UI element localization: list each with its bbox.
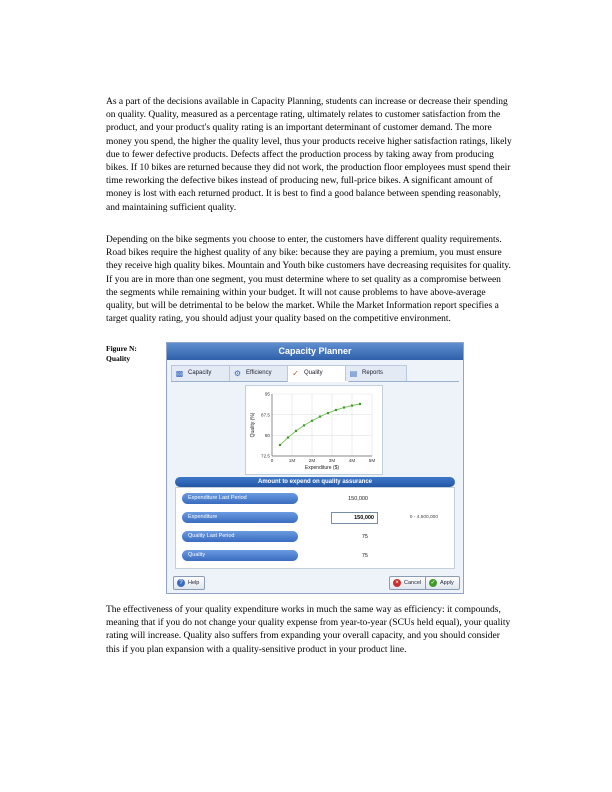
quality-data-point xyxy=(319,415,321,417)
paragraph-quality-intro: As a part of the decisions available in Capacity Planning, students can increase or decrease their spending on quality. Quality, measured as a percentage rating, ultimately relates to customer satisfaction from the product, and your product's quality rating is an important determinant of customer demand. The more money you spend, the higher the quality level, thus your products receive higher satisfaction ratings, likely due to fewer defective products. Defects affect the production process by taking away from producing bikes. If 10 bikes are returned because they did not work, the production floor employees must spend their time reworking the defective bikes instead of producing new, full-price bikes. A significant amount of money is lost with each returned product. It is best to find a good balance between spending reasonably, and maintaining sufficient quality. xyxy=(106,97,512,213)
quality-data-point xyxy=(359,403,361,405)
tab-efficiency[interactable] xyxy=(229,365,291,381)
tab-reports[interactable] xyxy=(345,365,407,381)
quality-data-point xyxy=(351,404,353,406)
tab-reports-label: Reports xyxy=(362,370,384,376)
row-quality xyxy=(182,550,448,562)
section-title-bar: Amount to expend on quality assurance xyxy=(175,477,455,487)
y-axis-label: Quality (%) xyxy=(250,412,256,438)
quality-label: Quality xyxy=(182,550,298,561)
y-tick-label: 87.5 xyxy=(261,412,270,418)
x-axis-label: Expenditure ($) xyxy=(304,465,340,471)
apply-button[interactable] xyxy=(425,576,460,590)
row-expenditure xyxy=(182,512,448,524)
help-button-label: Help xyxy=(188,580,200,586)
apply-button-label: Apply xyxy=(440,580,454,586)
cancel-button-label: Cancel xyxy=(404,580,422,586)
y-tick-label: 95 xyxy=(264,391,270,397)
x-tick-label: 5M xyxy=(368,458,376,463)
y-tick-label: 80 xyxy=(264,432,270,438)
row-expenditure-last-period xyxy=(182,493,448,505)
cancel-icon: × xyxy=(393,579,401,587)
help-icon: ? xyxy=(177,579,185,587)
tab-bar xyxy=(171,365,459,382)
row-quality-last-period xyxy=(182,531,448,543)
quality-data-point xyxy=(287,436,289,438)
figure-label-number: Figure N: xyxy=(106,344,137,353)
efficiency-icon: ⚙ xyxy=(233,369,242,378)
help-button[interactable] xyxy=(173,576,205,590)
tab-efficiency-label: Efficiency xyxy=(246,370,272,376)
quality-data-point xyxy=(295,430,297,432)
quality-data-point xyxy=(303,424,305,426)
quality-data-point xyxy=(327,412,329,414)
expenditure-label: Expenditure xyxy=(182,512,298,523)
quality-chart xyxy=(245,385,383,475)
quality-data-point xyxy=(311,420,313,422)
reports-icon: ▤ xyxy=(349,369,358,378)
x-tick-label: 0 xyxy=(270,458,274,463)
quality-value: 75 xyxy=(361,553,368,559)
figure-label-title: Quality xyxy=(106,354,131,363)
capacity-planner-window xyxy=(166,342,464,594)
figure-label xyxy=(106,344,164,364)
window-title: Capacity Planner xyxy=(167,343,463,360)
quality-input-panel xyxy=(175,487,455,569)
quality-last-period-value: 75 xyxy=(361,534,368,540)
paragraph-segment-requirements: Depending on the bike segments you choose to enter, the customers have different quality requirements. Road bikes require the highest quality of any bike: because they are paying a premium, you must ensure they receive high quality bikes. Mountain and Youth bike customers have decreasing requisites for quality. If you are in more than one segment, you must determine where to set quality as a compromise between the segments while remaining within your budget. It will not cause problems to have above-average quality, but will be detrimental to be below the market. While the Market Information report specifies a target quality rating, you should adjust your quality based on the competitive environment. xyxy=(106,235,511,325)
y-tick-label: 72.5 xyxy=(261,453,270,459)
expenditure-last-period-label: Expenditure Last Period xyxy=(182,493,298,504)
quality-chart-svg xyxy=(246,386,382,474)
quality-last-period-label: Quality Last Period xyxy=(182,531,298,542)
x-tick-label: 4M xyxy=(348,458,356,463)
quality-data-point xyxy=(335,409,337,411)
quality-icon: ✓ xyxy=(292,369,299,378)
tab-quality[interactable] xyxy=(287,365,349,382)
quality-data-point xyxy=(343,406,345,408)
expenditure-last-period-value: 150,000 xyxy=(348,496,368,502)
expenditure-range-note: 0 - 4,500,000 xyxy=(409,515,438,520)
expenditure-input[interactable]: 150,000 xyxy=(331,512,378,524)
x-tick-label: 2M xyxy=(308,458,316,463)
apply-icon: ✓ xyxy=(430,580,436,586)
paragraph-quality-effectiveness: The effectiveness of your quality expenditure works in much the same way as efficiency: it compounds, meaning that if you do not change your quality expense from year-to-year (SCUs held equal), your quality rating will increase. Quality also suffers from expanding your overall capacity, and you should consider this if you plan expansion with a quality-sensitive product in your product line. xyxy=(106,605,511,655)
tab-capacity-label: Capacity xyxy=(188,370,212,376)
cancel-button[interactable] xyxy=(389,576,427,590)
tab-capacity[interactable] xyxy=(171,365,233,381)
capacity-icon: ▩ xyxy=(175,369,184,378)
x-tick-label: 1M xyxy=(288,458,296,463)
quality-data-point xyxy=(279,444,281,446)
x-tick-label: 3M xyxy=(328,458,336,463)
tab-quality-label: Quality xyxy=(304,370,323,376)
